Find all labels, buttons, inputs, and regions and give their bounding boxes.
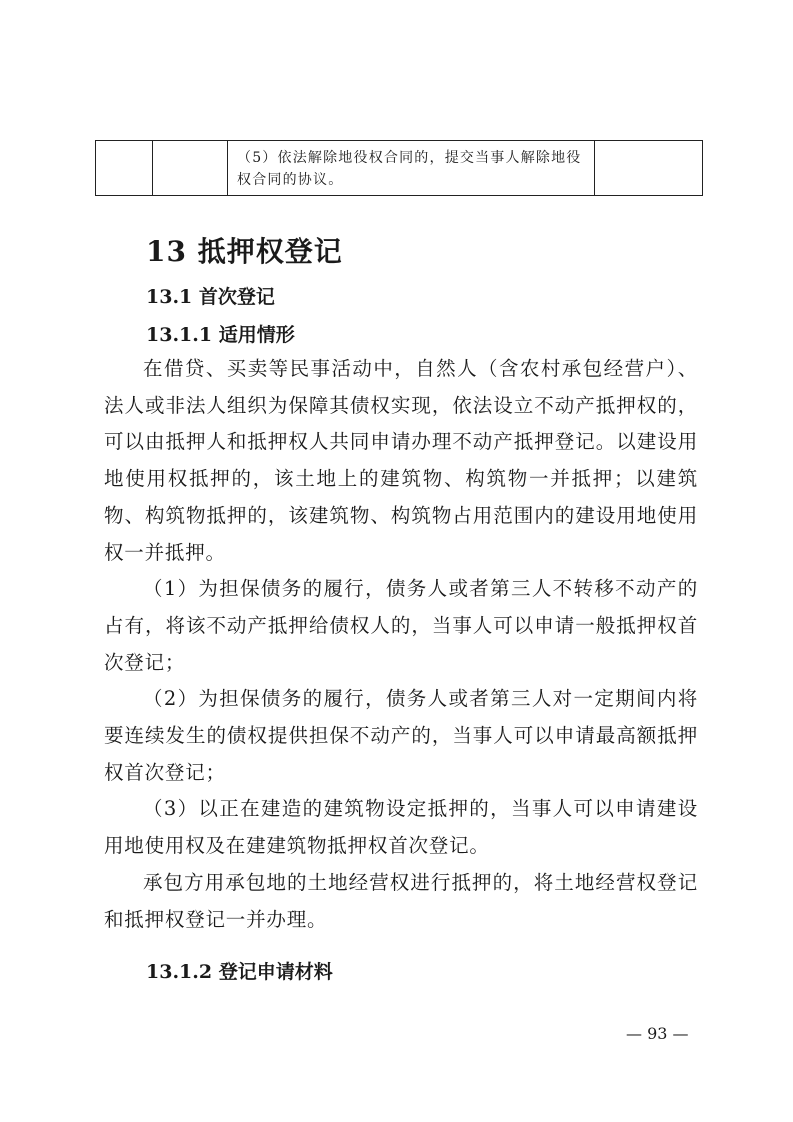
section-heading: 13.1 首次登记 (146, 286, 275, 308)
paragraph-item-2: （2）为担保债务的履行，债务人或者第三人对一定期间内将要连续发生的债权提供担保不动产的，当事人可以申请最高额抵押权首次登记； (104, 687, 698, 784)
table-cell-empty-2 (153, 141, 228, 196)
paragraph-item-1: （1）为担保债务的履行，债务人或者第三人不转移不动产的占有，将该不动产抵押给债权人的，当事人可以申请一般抵押权首次登记； (104, 577, 698, 674)
table-cell-empty-1 (96, 141, 153, 196)
paragraph-land-management: 承包方用承包地的土地经营权进行抵押的，将土地经营权登记和抵押权登记一并办理。 (104, 870, 698, 931)
chapter-heading: 13 抵押权登记 (146, 235, 343, 268)
body-text (104, 351, 698, 938)
paragraph-intro: 在借贷、买卖等民事活动中，自然人（含农村承包经营户）、法人或非法人组织为保障其债权实现，依法设立不动产抵押权的，可以由抵押人和抵押权人共同申请办理不动产抵押登记。以建设用地使用权抵押的，该土地上的建筑物、构筑物一并抵押；以建筑物、构筑物抵押的，该建筑物、构筑物占用范围内的建设用地使用权一并抵押。 (104, 357, 698, 564)
page-number: — 93 — (626, 1024, 689, 1043)
table-fragment (95, 140, 703, 196)
table-cell-text (228, 141, 595, 196)
table-cell-empty-3 (595, 141, 703, 196)
subsection-heading-applicable: 13.1.1 适用情形 (146, 324, 295, 346)
table-row-text: （5）依法解除地役权合同的，提交当事人解除地役权合同的协议。 (237, 150, 582, 188)
subsection-heading-materials: 13.1.2 登记申请材料 (146, 961, 333, 983)
paragraph-item-3: （3）以正在建造的建筑物设定抵押的，当事人可以申请建设用地使用权及在建建筑物抵押权首次登记。 (104, 797, 698, 858)
table-row (96, 141, 703, 196)
